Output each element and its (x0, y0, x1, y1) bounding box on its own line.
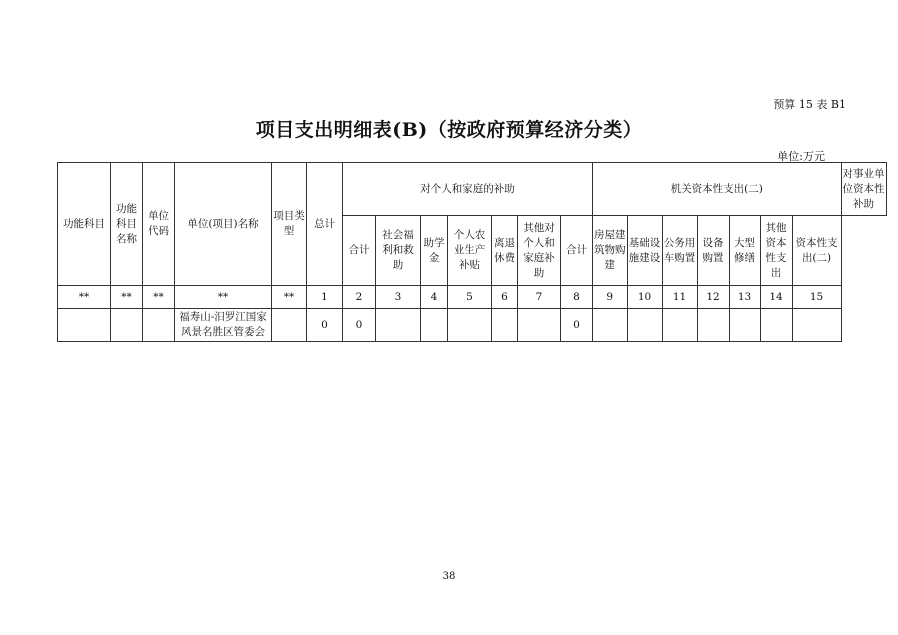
index-cell: 3 (376, 286, 421, 309)
page-number: 38 (442, 571, 456, 582)
p-student-aid-cell (421, 309, 448, 342)
index-cell: 1 (307, 286, 343, 309)
p-social-welfare-cell (376, 309, 421, 342)
c-subtotal-cell: 0 (561, 309, 593, 342)
col-p-farmer-subsidy-header: 个人农 业生产 补贴 (448, 216, 492, 286)
index-cell: 13 (729, 286, 760, 309)
col-c-equipment-header: 设备 购置 (697, 216, 729, 286)
unit-name-cell: 福寿山-汨罗江国家 风景名胜区管委会 (175, 309, 272, 342)
c-vehicle-cell (662, 309, 697, 342)
index-cell: 15 (792, 286, 841, 309)
col-p-student-aid-header: 助学 金 (421, 216, 448, 286)
p-retirement-cell (492, 309, 518, 342)
index-cell: 14 (760, 286, 792, 309)
form-code: 预算 15 表 B1 (773, 98, 846, 111)
c-building-cell (593, 309, 628, 342)
col-c-infrastructure-header: 基础设 施建设 (627, 216, 662, 286)
col-c-building-header: 房屋建 筑物购 建 (593, 216, 628, 286)
index-cell: ** (111, 286, 143, 309)
col-p-social-welfare-header: 社会福 利和救 助 (376, 216, 421, 286)
index-cell: 2 (343, 286, 376, 309)
header-row-groups (58, 163, 887, 216)
func-subject-name-cell (111, 309, 143, 342)
col-c-vehicle-header: 公务用 车购置 (662, 216, 697, 286)
c-repair-cell (729, 309, 760, 342)
col-c-repair-header: 大型 修缮 (729, 216, 760, 286)
col-p-subtotal-header: 合计 (343, 216, 376, 286)
index-cell: ** (272, 286, 307, 309)
index-cell: 11 (662, 286, 697, 309)
unit-code-cell (143, 309, 175, 342)
c-equipment-cell (697, 309, 729, 342)
index-row (58, 286, 887, 309)
col-p-retirement-header: 离退 休费 (492, 216, 518, 286)
page-title: 项目支出明细表(B)（按政府预算经济分类） (255, 119, 643, 141)
group-capital-header: 机关资本性支出(二) (593, 163, 842, 216)
col-c-subtotal-header: 合计 (561, 216, 593, 286)
group-enterprise-header: 对事业单 位资本性 补助 (841, 163, 886, 216)
func-subject-cell (58, 309, 111, 342)
col-func-subject-header: 功能科目 (58, 163, 111, 286)
index-cell: ** (58, 286, 111, 309)
budget-table (57, 162, 887, 342)
project-type-cell (272, 309, 307, 342)
c-infrastructure-cell (627, 309, 662, 342)
index-cell: ** (175, 286, 272, 309)
col-total-header: 总计 (307, 163, 343, 286)
index-cell: 8 (561, 286, 593, 309)
col-c-other-header: 其他 资本 性支 出 (760, 216, 792, 286)
index-cell: 5 (448, 286, 492, 309)
p-subtotal-cell: 0 (343, 309, 376, 342)
col-unit-project-name-header: 单位(项目)名称 (175, 163, 272, 286)
p-farmer-subsidy-cell (448, 309, 492, 342)
index-cell: 6 (492, 286, 518, 309)
index-cell: ** (143, 286, 175, 309)
index-cell: 10 (627, 286, 662, 309)
index-cell: 7 (518, 286, 561, 309)
col-func-subject-name-header: 功能 科目 名称 (111, 163, 143, 286)
col-p-other-personal-header: 其他对 个人和 家庭补 助 (518, 216, 561, 286)
col-project-type-header: 项目类 型 (272, 163, 307, 286)
col-unit-code-header: 单位 代码 (143, 163, 175, 286)
index-cell: 4 (421, 286, 448, 309)
index-cell: 12 (697, 286, 729, 309)
group-personal-header: 对个人和家庭的补助 (343, 163, 593, 216)
index-cell: 9 (593, 286, 628, 309)
unit-label: 单位:万元 (777, 150, 825, 163)
col-e-capital-header: 资本性支 出(二) (792, 216, 841, 286)
total-cell: 0 (307, 309, 343, 342)
e-capital-cell (792, 309, 841, 342)
c-other-cell (760, 309, 792, 342)
p-other-personal-cell (518, 309, 561, 342)
table-row (58, 309, 887, 342)
